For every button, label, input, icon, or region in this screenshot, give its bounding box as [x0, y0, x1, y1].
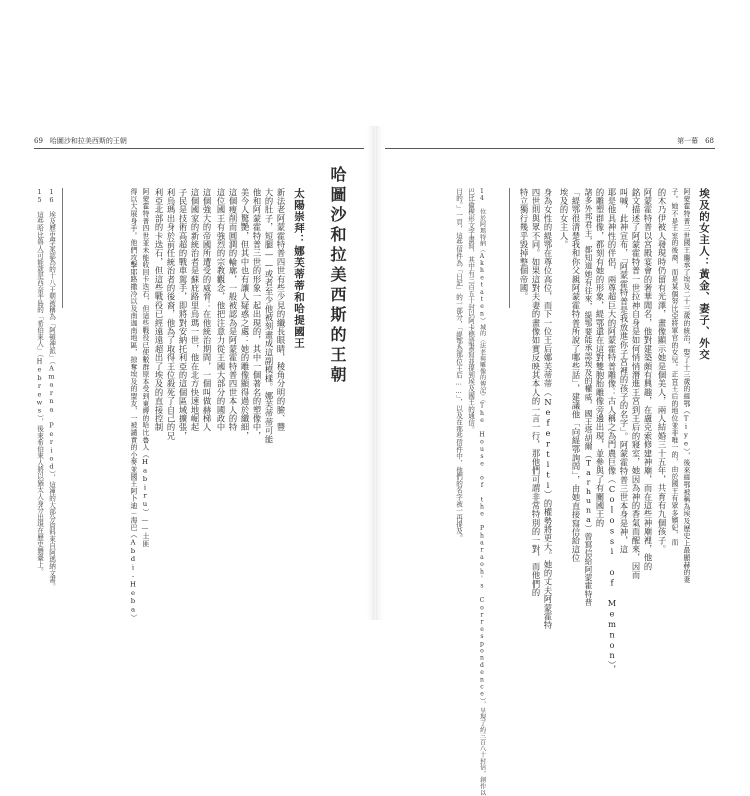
body-column: 的木乃伊被人發現時仍留有光澤，畫像顯示她是個美人，兩人結婚三十五年，共育有九個孩子。 — [657, 188, 667, 554]
section-title: 埃及的女主人：黃金、妻子、外交 — [698, 188, 710, 361]
chapter-title: 哈圖沙和拉美西斯的王朝 — [328, 166, 347, 386]
body-column: 特立獨行幾乎毀掉整個帝國。 — [519, 188, 529, 302]
body-column: 耶是他具神性的伴侶，兩尊超巨大的阿蒙霍特普雕像：古人稱之為門農巨像（Colossi of Memnon）， — [607, 188, 617, 674]
footnote-rule — [62, 188, 63, 308]
right-page — [377, 126, 722, 796]
body-column: 利烏瑪出身於前任統治者的後裔，他為了取得王位殺死了自己的兄 — [166, 188, 176, 441]
footnote: 14 位於阿瑪特納（Akhetaten）城的〈法老與雕像的傳記〉（The House of the Pharaoh's Correspondence），呈現了約三百八十封信，創作以 — [478, 188, 486, 796]
body-column: 大的肚子，短腿——或者至少他被刻畫成這副模樣。娜芙蒂蒂可能 — [264, 188, 274, 444]
body-column: 的雕塑群像，都刻有她的形象，緹鄂還在這對雙胞胎雕像旁邊出現，並參與了有關國王的 — [595, 188, 605, 528]
body-column: 美今人驚艷，但其中也有讓人疑惑之處：她的雕像顯得過於纖細， — [240, 188, 250, 441]
body-column: 這位國王有強烈的宗教觀念，他把注意力從王國大部分的國政中 — [216, 188, 226, 432]
body-column: 諸多外邦君主，都知道她有往來，緹鄂要能承認埃及的權威，國王塔胡爾（Tarhuna）曾寫信給阿蒙霍特普 — [584, 188, 593, 607]
section-title: 太陽崇拜：娜芙蒂蒂和哈提國王 — [293, 188, 305, 349]
body-column: 他和阿蒙霍特普三世的形象一起出現的，其中一個著名的塑像中， — [252, 188, 262, 441]
body-column: 子。她不是王室的後裔，而是某個努比亞將軍官的女兒。正宮王后的地位並非唯一的，由於國王有眾多嬪妃，而 — [670, 188, 678, 546]
body-column: 埃及的女主人。 — [559, 188, 569, 249]
body-column: 這個瘦削而圓潤的輪廓，一般被認為是阿蒙霍特普四世本人的特 — [228, 188, 238, 432]
right-header-rule — [385, 148, 715, 149]
body-column: 阿蒙霍特普三世國王繼承了埃及二十三歲的統治，娶了十三歲的緹鄂（Tiye），後來緹鄂被稱為埃及歷史上最顯赫的妻 — [682, 188, 690, 584]
body-column: 四世則與眾不同。如果這對夫妻的畫像如實反映其本人的一言一行，那他們可謂非常特別的一對，而他們的 — [531, 188, 541, 597]
body-column: 這個國家的新統治者是蘇庇路里烏瑪一世，他在北方快速地崛起 — [190, 188, 200, 432]
body-column: 「緹鄂很清楚我和你父親阿蒙霍特普所說了哪些話」，建議他「向緹鄂詢問」，由她直接寫信給這位 — [571, 188, 581, 563]
body-column: 身為女性的緹鄂在尊位高位，而下一位王后娜芙蒂蒂（Nefertiti）的權勢將更大。她的丈夫阿蒙霍特 — [543, 188, 553, 630]
left-page — [28, 126, 373, 620]
body-column: 得以大展身手。他們攻擊耶路撒冷以及南迦南地區，掠奪埃及的盟友，一被譴責的小麥並國王阿卜迪－海巴（Abdi-Heba） — [129, 188, 137, 622]
footnote: 15 這些哈比魯人可能就是西奈半島的「希伯來人」（Hebrews），後來希伯來人將以猶太人身分出現在歷史舞臺上。 — [35, 188, 44, 575]
body-column: 這個強大的帝國所遭受的威脅：在他統治期間，一個叫做赫梯人 — [202, 188, 212, 432]
body-column: 叫喊，此神宣布，「阿蒙霍特普是我放進你子宮裡的孩子的名字」。阿蒙霍特普三世本身是神，這 — [619, 188, 629, 554]
body-column: 新法老阿蒙霍特普四世有些少見的纖長眼睛，稜角分明的臉、豐 — [276, 188, 286, 432]
footnote: 巴比倫楔形文字書寫，其中有三百五十封以阿卡德語書寫並提到埃及國王的通信。 — [466, 188, 475, 433]
left-header-rule — [34, 148, 364, 149]
footnote-rule — [509, 188, 510, 308]
body-column: 子民是技術高超的戰車駕手，即將對安納托利亞的這個區域擴張， — [178, 188, 188, 441]
body-column: 阿蒙霍特普以宮殿宴會的奢華聞名，他對建築頗有興趣，在盧克索修建神廟，而在這些神廟裡，他的 — [643, 188, 653, 571]
book-spread — [28, 126, 722, 796]
footnote: 16 埃及歷史學家認為的十八王朝被稱為「阿頓神派」（Amarna Period），這裡的大部分資料來自阿瑪納文書。 — [47, 188, 56, 590]
body-column: 阿蒙霍特普四世並未能收回卡迭石，但這些戰役已使數群原本受到東縛的哈比魯人（Habiru）——土匪 — [141, 188, 149, 548]
body-column: 銘文描述了阿蒙霍特普一世拉神自身是如何悄悄潛進王宮到王后的寢室，她因為神的香氣而醒來，因而 — [631, 188, 641, 580]
footnote: 目的。」一頁，這些信件為「日記」的一部分，「緹鄂為那位王后……」，以及在那些信件中，他們的名字被一再提及。 — [454, 188, 463, 542]
right-page-header: 第一幕 68 — [677, 137, 714, 145]
body-column: 利亞北部的卡迭石，但這些戰役已經遠遠超出了埃及的直接控制 — [154, 188, 164, 432]
left-page-header: 69 哈圖沙和拉美西斯的王朝 — [34, 137, 127, 145]
